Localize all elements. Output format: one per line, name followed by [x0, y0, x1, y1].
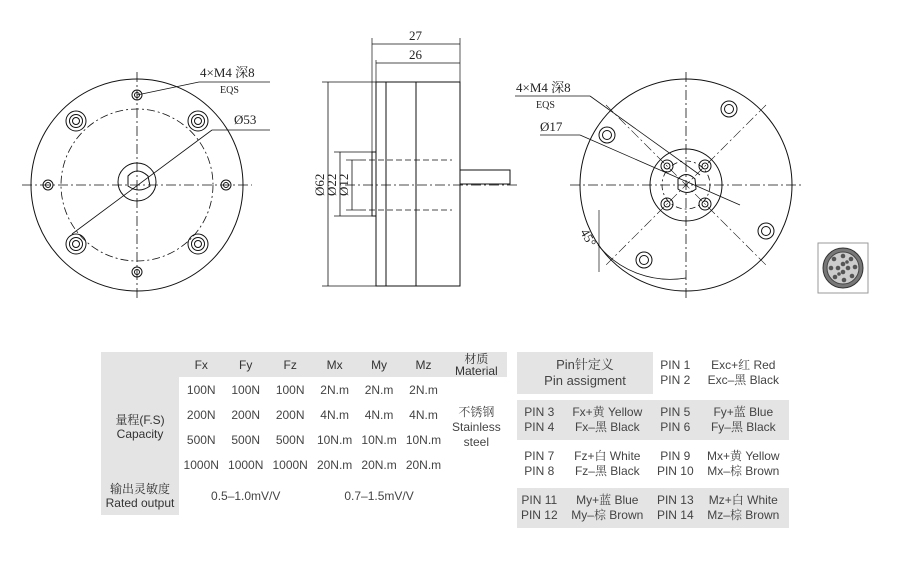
pin-number: PIN 5: [653, 400, 698, 420]
capacity-label: [101, 377, 179, 477]
capacity-cell: 100N: [268, 377, 312, 402]
pin-function: Fx–黑 Black: [562, 420, 653, 440]
capacity-cell: 10N.m: [312, 427, 356, 452]
header-fz: Fz: [268, 352, 312, 377]
capacity-cell: 200N: [223, 402, 267, 427]
capacity-cell: 20N.m: [401, 452, 445, 477]
output-force: 0.5–1.0mV/V: [179, 477, 312, 515]
output-label: [101, 477, 179, 515]
pin-title-en: Pin assigment: [544, 373, 626, 388]
pin-function: Mx+黄 Yellow: [707, 449, 780, 463]
header-fx: Fx: [179, 352, 223, 377]
material-en-1: Stainless: [452, 419, 501, 434]
pin-function: Fy–黑 Black: [698, 420, 789, 440]
capacity-cell: 20N.m: [357, 452, 401, 477]
screw-hole: [188, 234, 208, 254]
output-label-en: Rated output: [105, 496, 175, 510]
dim-length: 27: [409, 28, 422, 43]
pin-number: PIN 10: [656, 464, 694, 478]
pin-function: Exc–黑 Black: [707, 373, 779, 387]
capacity-cell: 100N: [223, 377, 267, 402]
pin-assignment-table: [517, 352, 789, 528]
pin-function: Exc+红 Red: [711, 358, 776, 372]
output-moment: 0.7–1.5mV/V: [312, 477, 445, 515]
pin-number: PIN 14: [653, 508, 698, 528]
front-view-left: [22, 72, 270, 298]
capacity-cell: 100N: [179, 377, 223, 402]
front-view-right: [515, 72, 802, 298]
screw-hole: [188, 111, 208, 131]
screw-hole: [66, 111, 86, 131]
capacity-cell: 1000N: [179, 452, 223, 477]
capacity-cell: 500N: [268, 427, 312, 452]
capacity-cell: 1000N: [223, 452, 267, 477]
pin-function: Mz+白 White: [698, 488, 789, 508]
capacity-cell: 2N.m: [401, 377, 445, 402]
capacity-cell: 4N.m: [357, 402, 401, 427]
dim-pcd-right: Ø17: [540, 119, 563, 134]
screw-hole: [636, 252, 652, 268]
pin-number: PIN 11: [517, 488, 562, 508]
pin-title: [517, 352, 653, 394]
pin-number: PIN 2: [660, 373, 691, 387]
header-mz: Mz: [401, 352, 445, 377]
pin-number: PIN 7: [524, 449, 555, 463]
capacity-cell: 2N.m: [357, 377, 401, 402]
capacity-cell: 10N.m: [401, 427, 445, 452]
pin-number: PIN 9: [660, 449, 691, 463]
screw-hole: [758, 223, 774, 239]
pin-number: PIN 13: [653, 488, 698, 508]
side-view: [322, 38, 520, 286]
capacity-label-cn: 量程(F.S): [115, 413, 165, 427]
material-header-en: Material: [455, 363, 498, 378]
pin-number: PIN 8: [524, 464, 555, 478]
dim-holes-left: 4×M4 深8: [200, 65, 255, 80]
pin-function: Fz–黑 Black: [574, 464, 640, 478]
connector-icon: [818, 243, 868, 293]
pin-number: PIN 3: [517, 400, 562, 420]
capacity-cell: 200N: [179, 402, 223, 427]
pin-number: PIN 6: [653, 420, 698, 440]
capacity-cell: 1000N: [268, 452, 312, 477]
material-cell: [446, 377, 507, 477]
output-empty-cell: [446, 477, 507, 515]
pin-number: PIN 1: [660, 358, 691, 372]
capacity-cell: 10N.m: [357, 427, 401, 452]
pin-function: Fy+蓝 Blue: [698, 400, 789, 420]
screw-hole: [721, 101, 737, 117]
pin-function: My+蓝 Blue: [562, 488, 653, 508]
capacity-cell: 2N.m: [312, 377, 356, 402]
dim-holes-right: 4×M4 深8: [516, 80, 571, 95]
output-label-cn: 输出灵敏度: [109, 482, 170, 496]
pin-number: PIN 4: [517, 420, 562, 440]
capacity-cell: 200N: [268, 402, 312, 427]
capacity-cell: 20N.m: [312, 452, 356, 477]
capacity-cell: 4N.m: [312, 402, 356, 427]
corner-cell: [101, 352, 179, 377]
header-fy: Fy: [223, 352, 267, 377]
pin-function: Fx+黄 Yellow: [562, 400, 653, 420]
dim-shaft-dia: Ø12: [336, 173, 351, 196]
dim-body: 26: [409, 47, 422, 62]
material-cn: 不锈钢: [458, 404, 495, 419]
header-my: My: [357, 352, 401, 377]
pin-function: My–棕 Brown: [562, 508, 653, 528]
screw-hole: [599, 127, 615, 143]
dim-pcd-left: Ø53: [234, 112, 257, 127]
capacity-label-en: Capacity: [116, 427, 164, 441]
dim-holes-left-sub: EQS: [220, 85, 239, 96]
dim-angle: 45°: [577, 226, 600, 250]
header-mx: Mx: [312, 352, 356, 377]
pin-function: Mz–棕 Brown: [698, 508, 789, 528]
dim-holes-right-sub: EQS: [536, 100, 555, 111]
screw-hole: [66, 234, 86, 254]
dim-outer-dia: Ø62: [312, 173, 327, 196]
capacity-cell: 500N: [223, 427, 267, 452]
pin-number: PIN 12: [517, 508, 562, 528]
dim-boss-dia: Ø22: [324, 173, 339, 196]
capacity-cell: 4N.m: [401, 402, 445, 427]
pin-function: Fz+白 White: [574, 449, 641, 463]
capacity-cell: 500N: [179, 427, 223, 452]
material-en-2: steel: [463, 434, 490, 449]
specification-table: [101, 352, 507, 515]
header-material: [446, 352, 507, 377]
pin-title-cn: Pin针定义: [556, 357, 614, 372]
material-header-cn: 材质: [464, 351, 489, 366]
pin-function: Mx–棕 Brown: [707, 464, 780, 478]
